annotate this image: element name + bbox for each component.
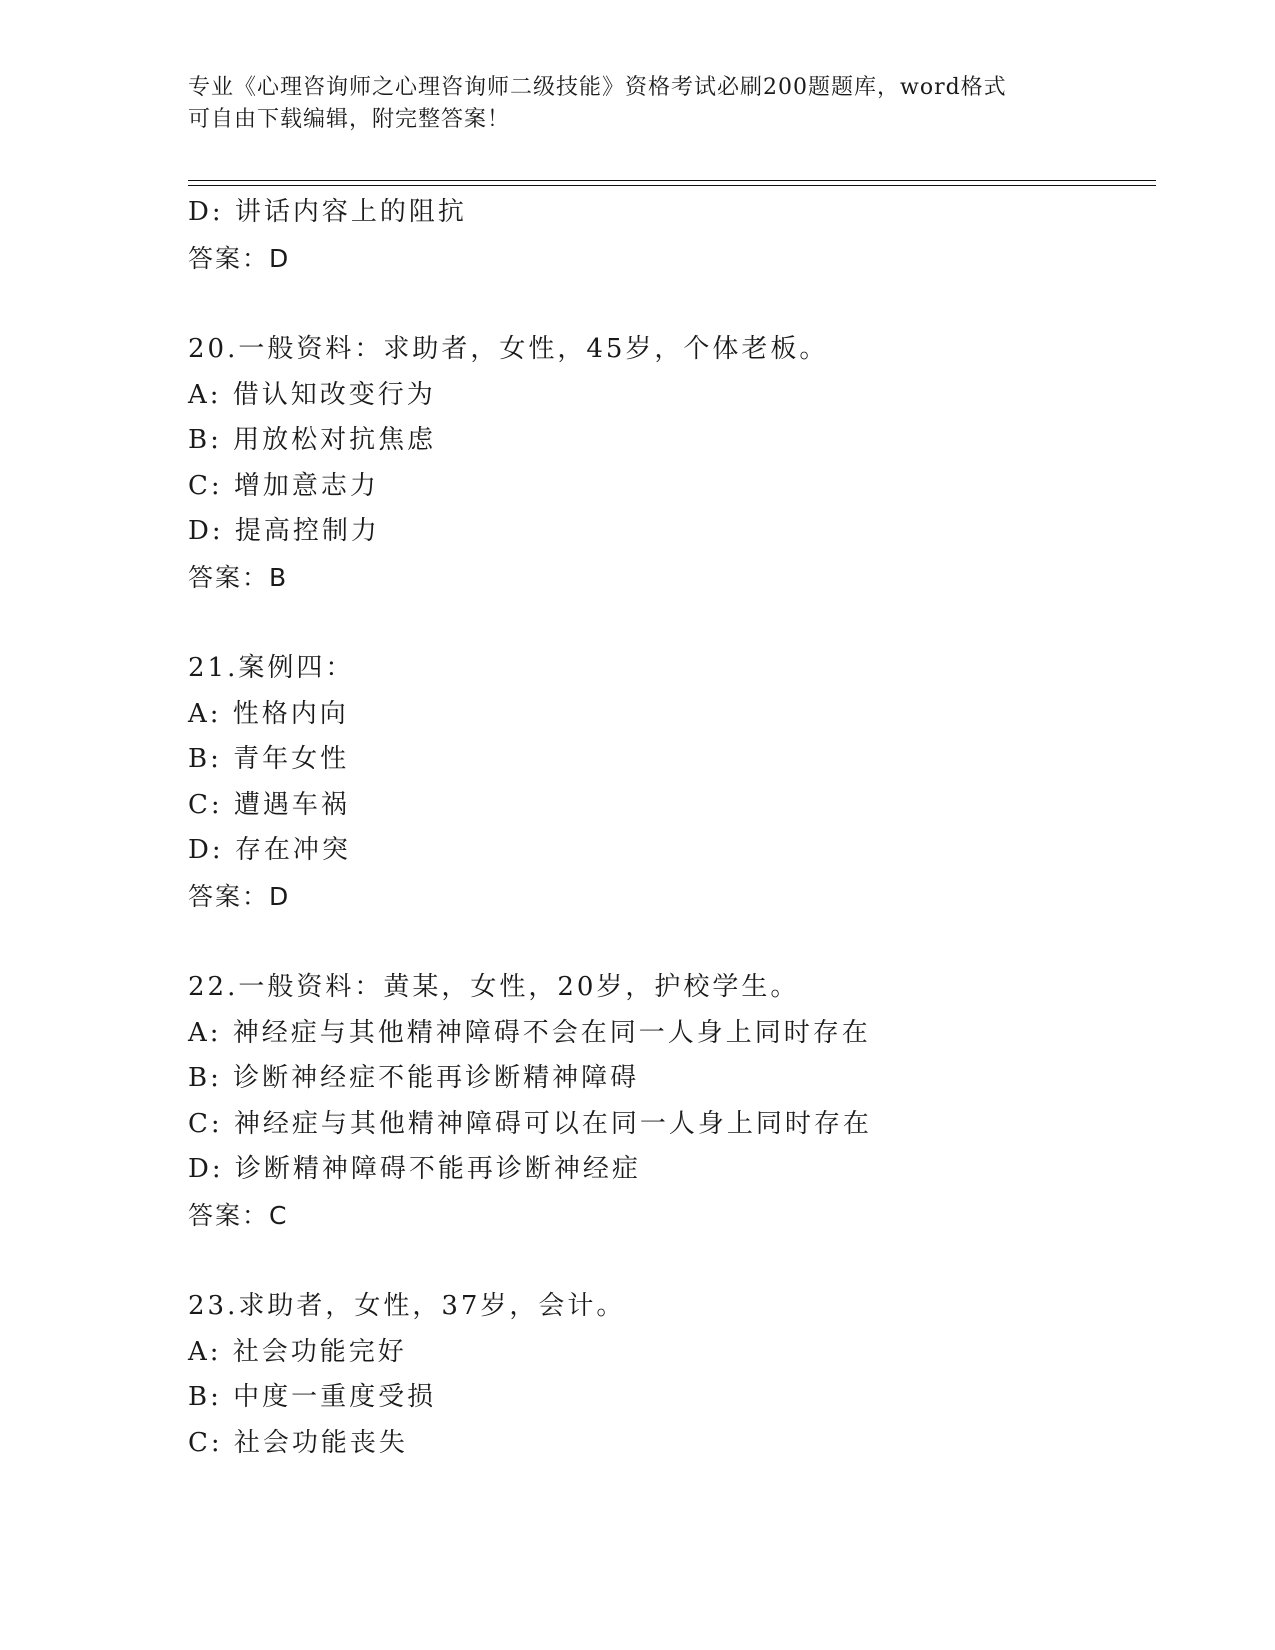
- question-stem: 20.一般资料：求助者，女性，45岁，个体老板。: [188, 334, 829, 364]
- header-divider-top: [188, 180, 1156, 181]
- answer: 答案：D: [188, 881, 291, 911]
- option-b: B: 中度一重度受损: [188, 1382, 437, 1412]
- question-stem: 22.一般资料：黄某，女性，20岁，护校学生。: [188, 972, 800, 1002]
- question-20: [188, 327, 1128, 600]
- option-c: C: 遭遇车祸: [188, 789, 350, 820]
- option-b: B: 诊断神经症不能再诊断精神障碍: [188, 1063, 640, 1093]
- option-c: C: 增加意志力: [188, 470, 379, 501]
- option-d: D: 诊断精神障碍不能再诊断神经症: [188, 1154, 641, 1184]
- option-c: C: 神经症与其他精神障碍可以在同一人身上同时存在: [188, 1108, 872, 1139]
- option-a: A: 性格内向: [188, 698, 349, 729]
- question-stem: 23.求助者，女性，37岁，会计。: [188, 1291, 626, 1321]
- option-b: B: 青年女性: [188, 744, 350, 774]
- answer: 答案：C: [188, 1200, 289, 1230]
- option-d: D: 讲话内容上的阻抗: [188, 197, 467, 227]
- option-b: B: 用放松对抗焦虑: [188, 425, 437, 455]
- answer: 答案：B: [188, 562, 289, 592]
- document-header: [188, 72, 1068, 136]
- question-content: [188, 190, 1128, 1466]
- option-d: D: 提高控制力: [188, 516, 380, 546]
- question-23: [188, 1284, 1128, 1466]
- option-a: A: 社会功能完好: [188, 1336, 407, 1367]
- question-stem: 21.案例四：: [188, 653, 355, 683]
- header-divider-bottom: [188, 185, 1156, 186]
- answer: 答案：D: [188, 243, 291, 273]
- header-line-2: 可自由下载编辑，附完整答案！: [188, 107, 511, 132]
- option-c: C: 社会功能丧失: [188, 1427, 408, 1458]
- question-22: [188, 965, 1128, 1238]
- header-line-1: 专业《心理咨询师之心理咨询师二级技能》资格考试必刷200题题库，word格式: [188, 75, 1007, 100]
- question-21: [188, 646, 1128, 919]
- option-a: A: 神经症与其他精神障碍不会在同一人身上同时存在: [188, 1017, 871, 1048]
- option-a: A: 借认知改变行为: [188, 379, 436, 410]
- option-d: D: 存在冲突: [188, 835, 351, 865]
